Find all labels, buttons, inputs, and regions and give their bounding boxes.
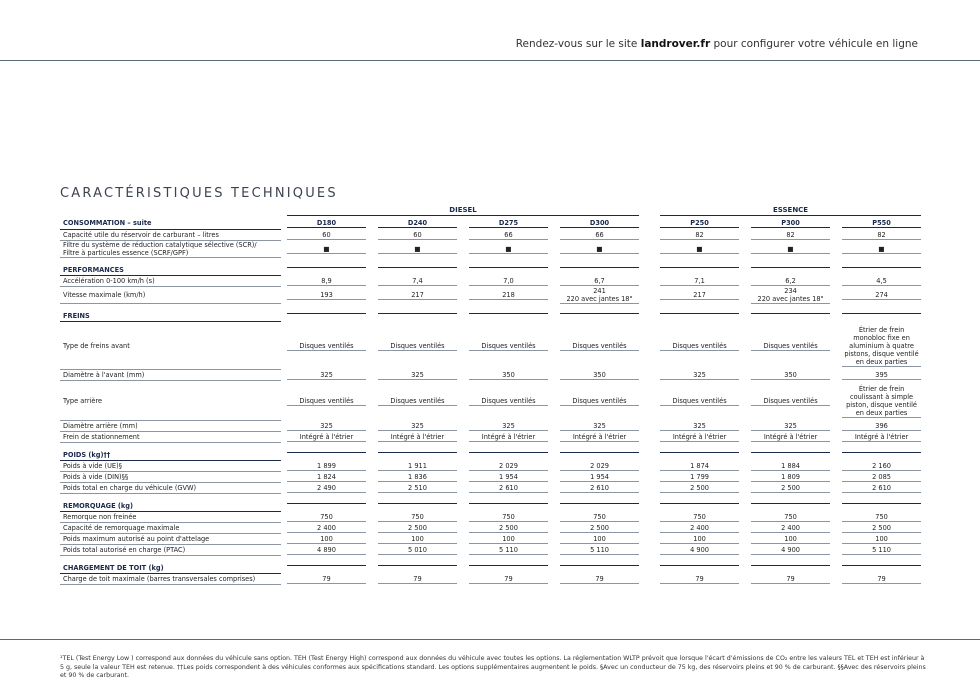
spec-value: 66 <box>469 231 548 240</box>
section-title: POIDS (kg)†† <box>60 443 281 461</box>
spec-value: 1 899 <box>287 462 366 471</box>
section-rule <box>660 565 739 566</box>
spec-value: 217 <box>660 291 739 300</box>
spec-value: 274 <box>842 291 921 300</box>
section-rule <box>660 503 739 504</box>
spec-value: 5 110 <box>560 546 639 555</box>
spec-value: 7,0 <box>469 277 548 286</box>
section-rule <box>378 313 457 314</box>
specs-body <box>60 230 927 585</box>
spec-value: 1 884 <box>751 462 830 471</box>
spec-value: Disques ventilés <box>378 342 457 351</box>
spec-row <box>60 370 927 381</box>
spec-label: Poids total autorisé en charge (PTAC) <box>60 545 281 556</box>
spec-value: 750 <box>560 513 639 522</box>
fuel-family-row <box>60 205 927 217</box>
spec-value: Disques ventilés <box>751 342 830 351</box>
spec-value: 100 <box>287 535 366 544</box>
spec-value: 79 <box>378 575 457 584</box>
section-rule <box>842 452 921 453</box>
section-rule <box>469 503 548 504</box>
spec-value: ■ <box>751 245 830 254</box>
spec-value: 5 010 <box>378 546 457 555</box>
spec-value: 750 <box>660 513 739 522</box>
section-rule <box>469 452 548 453</box>
engine-header: P300 <box>751 219 830 228</box>
spec-row <box>60 512 927 523</box>
spec-value: Disques ventilés <box>378 397 457 406</box>
spec-row <box>60 322 927 370</box>
spec-value: 325 <box>378 371 457 380</box>
spec-value: 2 500 <box>660 484 739 493</box>
spec-value: Intégré à l'étrier <box>469 433 548 442</box>
spec-value: 2 029 <box>469 462 548 471</box>
spec-value: ■ <box>287 245 366 254</box>
spec-value: 4 890 <box>287 546 366 555</box>
spec-row <box>60 230 927 241</box>
spec-value: Disques ventilés <box>469 342 548 351</box>
spec-value: Intégré à l'étrier <box>842 433 921 442</box>
section-rule <box>751 503 830 504</box>
spec-value: 5 110 <box>469 546 548 555</box>
spec-value: 6,7 <box>560 277 639 286</box>
spec-value: 350 <box>560 371 639 380</box>
spec-label: Poids total en charge du véhicule (GVW) <box>60 483 281 494</box>
spec-value: 218 <box>469 291 548 300</box>
spec-row <box>60 472 927 483</box>
spec-value: 82 <box>660 231 739 240</box>
page-header <box>0 0 980 61</box>
spec-value: 2 500 <box>751 484 830 493</box>
spec-row <box>60 523 927 534</box>
section-rule <box>660 452 739 453</box>
spec-value: 1 799 <box>660 473 739 482</box>
spec-value: 325 <box>660 371 739 380</box>
spec-value: Intégré à l'étrier <box>751 433 830 442</box>
spec-value: 2 610 <box>560 484 639 493</box>
spec-value: Intégré à l'étrier <box>378 433 457 442</box>
section-rule <box>287 452 366 453</box>
spec-value: 2 160 <box>842 462 921 471</box>
specs-table <box>60 205 927 585</box>
engine-header: P250 <box>660 219 739 228</box>
spec-label: Remorque non freinée <box>60 512 281 523</box>
spec-value: 1 911 <box>378 462 457 471</box>
spec-label: Poids à vide (DIN)§§ <box>60 472 281 483</box>
spec-value: Disques ventilés <box>560 342 639 351</box>
section-rule <box>842 503 921 504</box>
spec-label: Frein de stationnement <box>60 432 281 443</box>
spec-row <box>60 432 927 443</box>
spec-row <box>60 461 927 472</box>
spec-value: 350 <box>469 371 548 380</box>
spec-value: 79 <box>469 575 548 584</box>
spec-value: 325 <box>287 371 366 380</box>
spec-value: ■ <box>842 245 921 254</box>
spec-value: 2 610 <box>469 484 548 493</box>
spec-value: 4 900 <box>751 546 830 555</box>
spec-value: Disques ventilés <box>660 342 739 351</box>
section-rule <box>378 503 457 504</box>
spec-value: 100 <box>660 535 739 544</box>
section-row <box>60 443 927 461</box>
spec-value: 100 <box>469 535 548 544</box>
header-configure-text <box>516 38 918 50</box>
spec-value: Disques ventilés <box>469 397 548 406</box>
engine-header: D275 <box>469 219 548 228</box>
spec-value: Disques ventilés <box>751 397 830 406</box>
spec-value: 2 500 <box>842 524 921 533</box>
section-rule <box>751 313 830 314</box>
footer-divider <box>0 639 980 640</box>
spec-value: 396 <box>842 422 921 431</box>
section-rule <box>287 565 366 566</box>
spec-label: Poids maximum autorisé au point d'attelage <box>60 534 281 545</box>
spec-value: ■ <box>660 245 739 254</box>
spec-value: 100 <box>560 535 639 544</box>
spec-value: 8,9 <box>287 277 366 286</box>
spec-value: 79 <box>751 575 830 584</box>
spec-value: 325 <box>751 422 830 431</box>
spec-value: 2 510 <box>378 484 457 493</box>
spec-value: Intégré à l'étrier <box>660 433 739 442</box>
group-label: CONSOMMATION – suite <box>60 217 281 230</box>
spec-label: Filtre du système de réduction catalytique sélective (SCR)/ Filtre à particules essence (SCRF/GPF) <box>60 241 281 258</box>
essence-header: ESSENCE <box>660 206 921 216</box>
spec-value: Disques ventilés <box>287 342 366 351</box>
spec-value: 2 400 <box>660 524 739 533</box>
section-rule <box>560 267 639 268</box>
page-title: CARACTÉRISTIQUES TECHNIQUES <box>60 186 338 201</box>
spec-label: Vitesse maximale (km/h) <box>60 287 281 304</box>
spec-value: 6,2 <box>751 277 830 286</box>
diesel-header: DIESEL <box>287 206 639 216</box>
spec-row <box>60 381 927 421</box>
spec-value: 2 500 <box>469 524 548 533</box>
section-rule <box>660 313 739 314</box>
spec-value: 395 <box>842 371 921 380</box>
section-rule <box>378 565 457 566</box>
footnotes: ¹TEL (Test Energy Low ) correspond aux données du véhicule sans option. TEH (Test Energy High) correspond aux données du véhicule avec toutes les options. La réglementation WLTP prévoit que lorsque l'écart d'émissions de CO₂ entre les valeurs TEL et TEH est inférieur à 5 g, seule la valeur TEH est retenue. ††Les poids correspondent à des véhicules conformes aux spécifications standard. Les options supplémentaires augmentent le poids. §Avec un conducteur de 75 kg, des réservoirs pleins et 90 % de carburant. §§Avec des réservoirs pleins et 90 % de carburant. <box>60 655 926 679</box>
engine-header: D240 <box>378 219 457 228</box>
spec-value: Disques ventilés <box>660 397 739 406</box>
section-rule <box>560 503 639 504</box>
spec-value: 2 400 <box>751 524 830 533</box>
section-rule <box>469 565 548 566</box>
spec-value: 2 500 <box>378 524 457 533</box>
spec-value: 2 490 <box>287 484 366 493</box>
section-rule <box>751 565 830 566</box>
header-suffix: pour configurer votre véhicule en ligne <box>710 38 918 50</box>
section-title: CHARGEMENT DE TOIT (kg) <box>60 556 281 574</box>
section-row <box>60 494 927 512</box>
section-rule <box>660 267 739 268</box>
spec-value: 79 <box>660 575 739 584</box>
spec-value: 82 <box>842 231 921 240</box>
spec-row <box>60 534 927 545</box>
spec-value: 1 874 <box>660 462 739 471</box>
section-rule <box>287 313 366 314</box>
spec-value: 5 110 <box>842 546 921 555</box>
spec-value: 2 500 <box>560 524 639 533</box>
section-title: PERFORMANCES <box>60 258 281 276</box>
section-rule <box>560 565 639 566</box>
section-rule <box>560 313 639 314</box>
section-row <box>60 258 927 276</box>
specs-table-container <box>60 205 919 585</box>
spec-label: Type de freins avant <box>60 322 281 370</box>
spec-value: 1 809 <box>751 473 830 482</box>
spec-value: Disques ventilés <box>560 397 639 406</box>
section-rule <box>560 452 639 453</box>
section-rule <box>378 267 457 268</box>
section-row <box>60 304 927 322</box>
spec-row <box>60 287 927 304</box>
spec-value: 193 <box>287 291 366 300</box>
spec-value: 750 <box>378 513 457 522</box>
spec-value: 100 <box>842 535 921 544</box>
spec-label: Poids à vide (UE)§ <box>60 461 281 472</box>
spec-value: 60 <box>378 231 457 240</box>
spec-value: 1 954 <box>469 473 548 482</box>
spec-value: 100 <box>751 535 830 544</box>
spec-label: Capacité de remorquage maximale <box>60 523 281 534</box>
section-rule <box>751 452 830 453</box>
engine-header: D180 <box>287 219 366 228</box>
spec-value: Intégré à l'étrier <box>560 433 639 442</box>
section-rule <box>751 267 830 268</box>
spec-row <box>60 276 927 287</box>
spec-row <box>60 483 927 494</box>
section-rule <box>287 267 366 268</box>
spec-value: 325 <box>287 422 366 431</box>
spec-row <box>60 545 927 556</box>
header-prefix: Rendez-vous sur le site <box>515 38 641 50</box>
spec-label: Type arrière <box>60 381 281 421</box>
engine-header-row <box>60 217 927 230</box>
spec-value: 217 <box>378 291 457 300</box>
spec-value: Étrier de frein coulissant à simple piston, disque ventilé en deux parties <box>842 385 921 418</box>
spec-value: 325 <box>660 422 739 431</box>
spec-value: 7,4 <box>378 277 457 286</box>
engine-header: D300 <box>560 219 639 228</box>
spec-value: 2 029 <box>560 462 639 471</box>
section-rule <box>287 503 366 504</box>
section-rule <box>842 565 921 566</box>
spec-value: 325 <box>378 422 457 431</box>
site-link[interactable]: landrover.fr <box>640 38 711 50</box>
spec-row <box>60 421 927 432</box>
section-rule <box>469 267 548 268</box>
spec-label: Capacité utile du réservoir de carburant – litres <box>60 230 281 241</box>
spec-label: Diamètre à l'avant (mm) <box>60 370 281 381</box>
spec-value: 234 220 avec jantes 18" <box>751 287 830 304</box>
section-rule <box>842 313 921 314</box>
spec-value: Intégré à l'étrier <box>287 433 366 442</box>
spec-value: 325 <box>560 422 639 431</box>
spec-value: 7,1 <box>660 277 739 286</box>
spec-value: 79 <box>842 575 921 584</box>
spec-value: 1 836 <box>378 473 457 482</box>
section-rule <box>469 313 548 314</box>
spec-value: 1 954 <box>560 473 639 482</box>
spec-value: 750 <box>751 513 830 522</box>
engine-header: P550 <box>842 219 921 228</box>
spec-value: 2 400 <box>287 524 366 533</box>
spec-value: Disques ventilés <box>287 397 366 406</box>
section-title: FREINS <box>60 304 281 322</box>
section-row <box>60 556 927 574</box>
spec-label: Diamètre arrière (mm) <box>60 421 281 432</box>
spec-value: ■ <box>469 245 548 254</box>
spec-value: ■ <box>378 245 457 254</box>
spec-value: 750 <box>469 513 548 522</box>
spec-value: ■ <box>560 245 639 254</box>
section-title: REMORQUAGE (kg) <box>60 494 281 512</box>
spec-value: 79 <box>560 575 639 584</box>
spec-value: 66 <box>560 231 639 240</box>
spec-value: Étrier de frein monobloc fixe en aluminium à quatre pistons, disque ventilé en deux parties <box>842 326 921 367</box>
spec-value: 325 <box>469 422 548 431</box>
spec-value: 2 610 <box>842 484 921 493</box>
spec-row <box>60 574 927 585</box>
spec-value: 82 <box>751 231 830 240</box>
spec-value: 2 085 <box>842 473 921 482</box>
spec-value: 750 <box>842 513 921 522</box>
section-rule <box>842 267 921 268</box>
spec-label: Accélération 0-100 km/h (s) <box>60 276 281 287</box>
spec-value: 4,5 <box>842 277 921 286</box>
spec-label: Charge de toit maximale (barres transversales comprises) <box>60 574 281 585</box>
spec-value: 4 900 <box>660 546 739 555</box>
spec-value: 1 824 <box>287 473 366 482</box>
section-rule <box>378 452 457 453</box>
spec-value: 100 <box>378 535 457 544</box>
spec-row <box>60 241 927 258</box>
spec-value: 60 <box>287 231 366 240</box>
spec-value: 241 220 avec jantes 18" <box>560 287 639 304</box>
spec-value: 79 <box>287 575 366 584</box>
spec-value: 350 <box>751 371 830 380</box>
spec-value: 750 <box>287 513 366 522</box>
